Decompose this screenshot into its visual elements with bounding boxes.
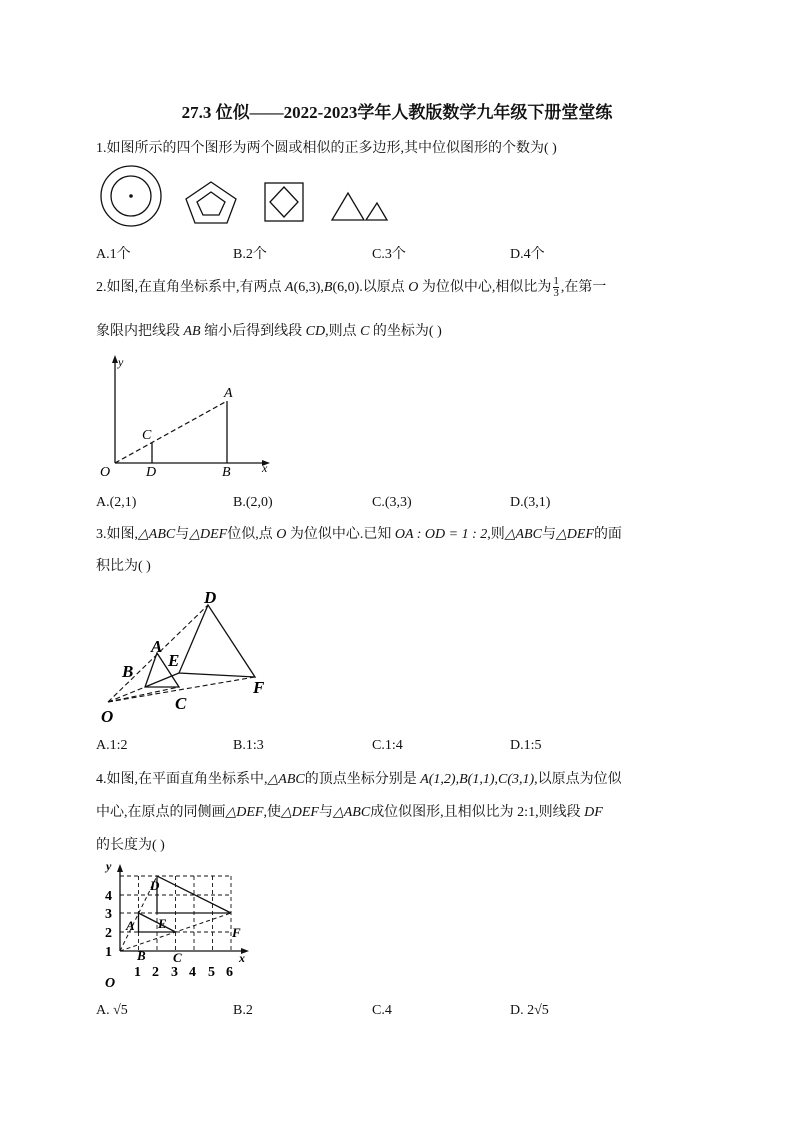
q2-option-a: A.(2,1) <box>96 495 137 510</box>
svg-text:5: 5 <box>208 965 215 980</box>
q3-option-d: D.1:5 <box>510 738 542 753</box>
label-A: A <box>126 918 135 933</box>
x-tick-labels <box>134 965 233 980</box>
q1-option-b: B.2个 <box>233 247 267 262</box>
q3-stem-line2: 积比为( ) <box>96 559 151 574</box>
ratio-fraction: $\frac{1}{3}$ <box>553 275 559 300</box>
y-axis-label: y <box>118 355 124 369</box>
q4-figure <box>95 860 275 990</box>
q3-figure <box>95 585 295 725</box>
svg-text:4: 4 <box>189 965 196 980</box>
q1-stem: 1.如图所示的四个图形为两个圆或相似的正多边形,其中位似图形的个数为( ) <box>96 141 557 156</box>
label-B: B <box>137 948 146 963</box>
label-F: F <box>232 925 241 940</box>
label-E: E <box>158 916 167 931</box>
q2-option-c: C.(3,3) <box>372 495 412 510</box>
svg-text:1: 1 <box>134 965 141 980</box>
page-title: 27.3 位似——2022-2023学年人教版数学九年级下册堂堂练 <box>181 103 613 122</box>
label-F: F <box>253 678 265 697</box>
q1-option-c: C.3个 <box>372 247 406 262</box>
q4-stem-line2: 中心,在原点的同侧画△DEF,使△DEF与△ABC成位似图形,且相似比为 2:1,则线段 DF <box>96 805 603 820</box>
svg-text:1: 1 <box>105 945 112 960</box>
svg-text:6: 6 <box>226 965 233 980</box>
label-O: O <box>101 707 114 726</box>
two-triangles-figure <box>332 193 387 220</box>
q4-option-b: B.2 <box>233 1003 253 1018</box>
label-A: A <box>151 637 163 656</box>
concentric-circles-figure <box>101 166 161 226</box>
q4-stem-line3: 的长度为( ) <box>96 838 165 853</box>
y-axis-label: y <box>106 859 112 873</box>
q3-option-a: A.1:2 <box>96 738 128 753</box>
q3-stem-line1: 3.如图,△ABC与△DEF位似,点 O 为位似中心.已知 OA : OD = 1 : 2,则△ABC与△DEF的面 <box>96 527 622 542</box>
q2-figure <box>90 350 290 480</box>
q2-stem-line1: 2.如图,在直角坐标系中,有两点 A(6,3),B(6,0).以原点 O 为位似中心,相似比为 $\frac{1}{3}$ ,在第一 <box>96 275 607 300</box>
y-tick-labels <box>105 889 112 960</box>
label-B: B <box>122 662 134 681</box>
label-O: O <box>100 465 111 480</box>
label-O: O <box>105 976 116 991</box>
svg-text:3: 3 <box>105 907 112 922</box>
q2-stem-line2: 象限内把线段 AB 缩小后得到线段 CD,则点 C 的坐标为( ) <box>96 324 442 339</box>
q1-option-d: D.4个 <box>510 247 545 262</box>
label-B: B <box>222 465 231 480</box>
label-C: C <box>173 950 182 965</box>
x-axis-label: x <box>239 951 245 965</box>
label-D: D <box>150 878 160 893</box>
label-D: D <box>146 465 157 480</box>
label-A: A <box>224 386 233 401</box>
q1-figures <box>0 165 794 225</box>
nested-pentagons-figure <box>186 182 236 223</box>
square-with-rotated-square-figure <box>265 183 303 221</box>
label-E: E <box>168 651 180 670</box>
label-C: C <box>175 694 187 713</box>
svg-text:2: 2 <box>152 965 159 980</box>
q2-option-b: B.(2,0) <box>233 495 273 510</box>
x-axis-label: x <box>262 461 268 475</box>
label-D: D <box>204 588 217 607</box>
q4-stem-line1: 4.如图,在平面直角坐标系中,△ABC的顶点坐标分别是 A(1,2),B(1,1),C(3,1),以原点为位似 <box>96 772 622 787</box>
label-C: C <box>142 428 152 443</box>
svg-text:3: 3 <box>171 965 178 980</box>
svg-text:2: 2 <box>105 926 112 941</box>
q4-option-c: C.4 <box>372 1003 392 1018</box>
q3-option-b: B.1:3 <box>233 738 264 753</box>
q4-option-d: D. 2√5 <box>510 1003 549 1018</box>
q1-option-a: A.1个 <box>96 247 131 262</box>
svg-text:4: 4 <box>105 889 112 904</box>
q4-option-a: A. √5 <box>96 1003 128 1018</box>
q3-option-c: C.1:4 <box>372 738 403 753</box>
q2-option-d: D.(3,1) <box>510 495 551 510</box>
